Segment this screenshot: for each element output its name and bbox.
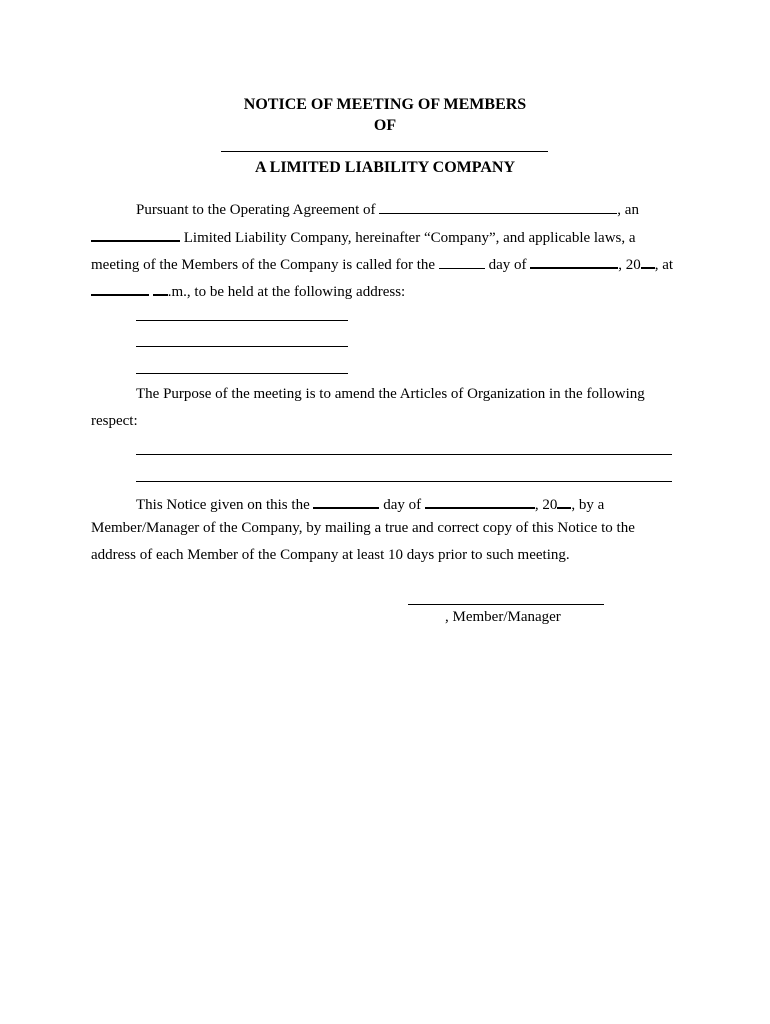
para1-line4-text: .m., to be held at the following address: [167,284,406,300]
para1-line1-text-b: , an [617,202,639,218]
para1-line1 [136,199,639,219]
para3-line1-text-c: , 20 [534,497,558,513]
para1-line3-text-c: , 20 [618,257,641,273]
notice-day-blank [313,493,379,509]
title-line-3: A LIMITED LIABILITY COMPANY [254,159,516,176]
title-line-2: OF [373,117,397,134]
para1-line2-text: Limited Liability Company, hereinafter “Company”, and applicable laws, a [183,230,636,246]
para1-line3-text-a: meeting of the Members of the Company is called for the [91,257,436,273]
address-line-1 [136,320,348,321]
para1-line3 [91,253,673,274]
operating-agreement-company-blank [379,199,617,214]
para2-line2: respect: [91,413,138,429]
para3-line1-text-a: This Notice given on this the [136,497,310,513]
company-name-blank [221,151,548,152]
meeting-ampm-blank [153,280,168,296]
para1-line1-text-a: Pursuant to the Operating Agreement of [136,202,376,218]
title-line-1: NOTICE OF MEETING OF MEMBERS [243,96,527,113]
address-line-3 [136,373,348,374]
address-line-2 [136,346,348,347]
signature-line [408,604,604,605]
meeting-year-blank [641,253,655,269]
para1-line2 [91,226,636,247]
purpose-line-2 [136,481,672,482]
para3-line1-text-d: , by a [571,497,605,513]
para1-line3-text-b: day of [488,257,527,273]
para1-line3-text-d: , at [654,257,674,273]
para3-line3: address of each Member of the Company at least 10 days prior to such meeting. [91,547,570,563]
meeting-day-blank [439,254,485,269]
para3-line2: Member/Manager of the Company, by mailing a true and correct copy of this Notice to the [91,520,635,536]
notice-month-blank [425,493,535,509]
state-blank [91,226,180,242]
meeting-time-blank [91,280,149,296]
signature-label: , Member/Manager [445,609,561,625]
para3-line1-text-b: day of [383,497,422,513]
para2-line1: The Purpose of the meeting is to amend the Articles of Organization in the following [136,386,645,402]
meeting-month-blank [530,253,618,269]
para1-line4 [91,280,405,301]
notice-year-blank [557,493,571,509]
purpose-line-1 [136,454,672,455]
para3-line1 [136,493,604,514]
